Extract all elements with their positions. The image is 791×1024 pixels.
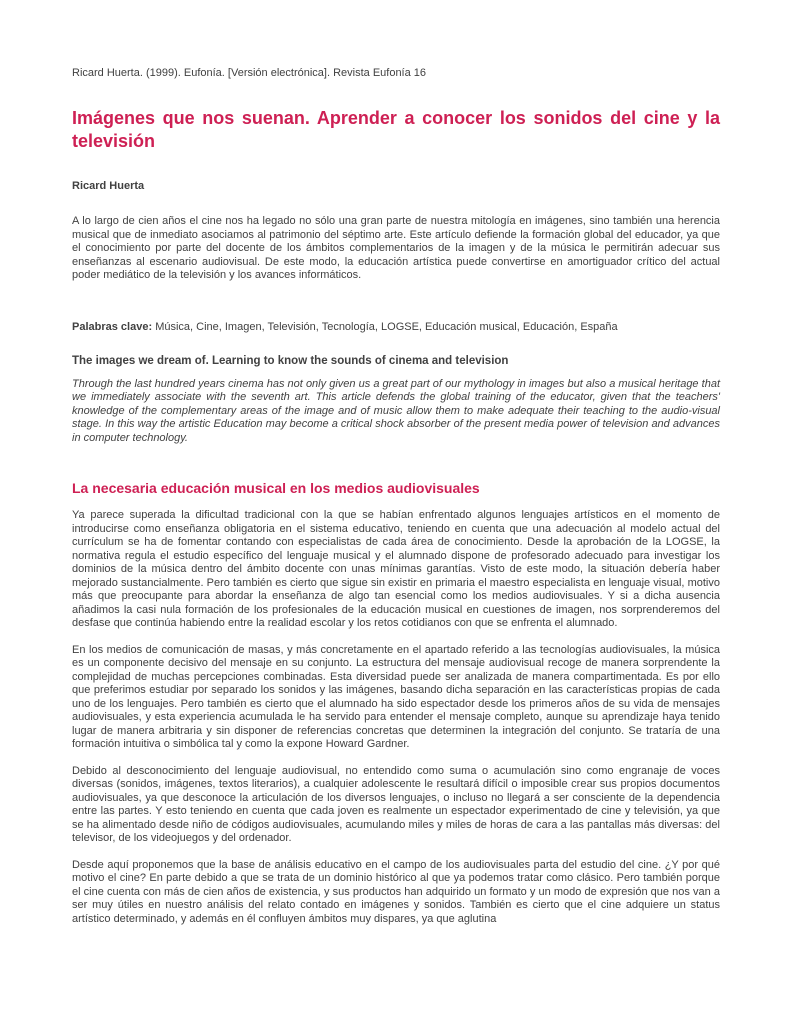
keywords-list: Música, Cine, Imagen, Televisión, Tecnología, LOGSE, Educación musical, Educación, España xyxy=(155,320,618,333)
english-title: The images we dream of. Learning to know the sounds of cinema and television xyxy=(72,354,509,367)
section-heading: La necesaria educación musical en los medios audiovisuales xyxy=(72,480,480,496)
body-paragraph-2: En los medios de comunicación de masas, y más concretamente en el apartado referido a las tecnologías audiovisuales, la música es un componente decisivo del mensaje en su conjunto. La estructura del mensaje audiovisual recoge de manera sorprendente la complejidad de muchas percepciones combinadas. Esta diversidad puede ser analizada de manera compartimentada. Es por ello que preferimos estudiar por separado los sonidos y las imágenes, basando dicha separación en las características propias de cada uno de los lenguajes. Pero también es cierto que el alumnado ha sido espectador desde los primeros años de su vida de mensajes audiovisuales, y esta experiencia acumulada le ha servido para entender el mensaje completo, aunque su aprendizaje haya tenido lugar de manera arbitraria y sin disponer de referencias concretas que determinen la integración del conjunto. Se trataría de una formación intuitiva o simbólica tal y como la expone Howard Gardner. xyxy=(72,643,720,750)
citation-line: Ricard Huerta. (1999). Eufonía. [Versión electrónica]. Revista Eufonía 16 xyxy=(72,67,427,79)
body-paragraph-4: Desde aquí proponemos que la base de análisis educativo en el campo de los audiovisuales parta del estudio del cine. ¿Y por qué motivo el cine? En parte debido a que se trata de un dominio histórico al que ya podemos tratar como clásico. Pero también porque el cine cuenta con más de cien años de existencia, y sus productos han adquirido un formato y un modo de expresión que nos van a ser muy útiles en nuestro análisis del relato contado en imágenes y sonidos. También es cierto que el cine adquiere un status artístico determinado, y además en él confluyen ámbitos muy dispares, ya que aglutina xyxy=(72,858,720,925)
body-paragraph-3: Debido al desconocimiento del lenguaje audiovisual, no entendido como suma o acumulación sino como engranaje de voces diversas (sonidos, imágenes, textos literarios), a cualquier adolescente le resultará difícil o imposible crear sus propios documentos audiovisuales, ya que desconoce la articulación de los diversos lenguajes, o incluso no llegará a ser consciente de la dependencia entre las partes. Y esto teniendo en cuenta que cada joven es realmente un espectador experimentado de cine y televisión, ya que se ha alimentado desde niño de códigos audiovisuales, acumulando miles y miles de horas de cara a las pantallas más diversas: del televisor, de los videojuegos y del ordenador. xyxy=(72,764,720,844)
keywords-label: Palabras clave: xyxy=(72,320,153,333)
body-paragraph-1: Ya parece superada la dificultad tradicional con la que se habían enfrentado algunos lenguajes artísticos en el momento de introducirse como enseñanza obligatoria en el sistema educativo, teniendo en cuenta que una adecuación al modelo actual del currículum se ha de fomentar contando con especialistas de cada área de conocimiento. Desde la aprobación de la LOGSE, la normativa regula el estudio específico del lenguaje musical y el alumnado dispone de profesorado adecuado para investigar los dominios de la música dentro del ámbito docente con unas mínimas garantías. Visto de este modo, la situación debería haber mejorado sustancialmente. Pero también es cierto que sigue sin existir en primaria el maestro especialista en lenguaje visual, motivo más que preocupante para abordar la enseñanza de algo tan esencial como los medios audiovisuales. Y si a dicha ausencia añadimos la casi nula formación de los profesionales de la educación musical en cuestiones de imagen, nos sorprenderemos del desfase que continúa habiendo entre la realidad escolar y los retos cotidianos con que se enfrenta el alumnado. xyxy=(72,509,720,629)
abstract-english: Through the last hundred years cinema has not only given us a great part of our mythology in images but also a musical heritage that we immediately associate with the seventh art. This article defends the global training of the educator, given that the teachers' knowledge of the complementary areas of the image and of music allow them to make adequate their teaching to the audio-visual stage. In this way the artistic Education may become a critical shock absorber of the present media power of television and advances in computer technology. xyxy=(72,377,720,444)
article-title: Imágenes que nos suenan. Aprender a conocer los sonidos del cine y la televisión xyxy=(72,108,720,151)
keywords-line xyxy=(72,320,720,334)
author-name: Ricard Huerta xyxy=(72,180,145,192)
abstract-spanish: A lo largo de cien años el cine nos ha legado no sólo una gran parte de nuestra mitología en imágenes, sino también una herencia musical que de inmediato asociamos al patrimonio del séptimo arte. Este artículo defiende la formación global del educador, ya que el conocimiento por parte del docente de los ámbitos complementarios de la imagen y de la música le permitirán adecuar sus enseñanzas al escenario audiovisual. De este modo, la educación artística puede convertirse en amortiguador crítico del actual poder mediático de la televisión y los avances informáticos. xyxy=(72,215,720,281)
